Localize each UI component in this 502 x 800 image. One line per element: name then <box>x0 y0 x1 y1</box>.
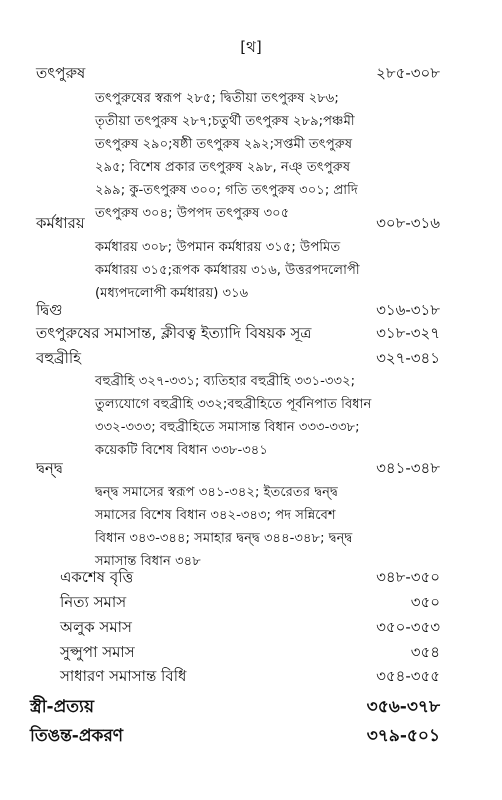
entry-pages: ৩৫৬-৩৭৮ <box>366 697 440 717</box>
toc-entry-ekashesh <box>0 566 502 590</box>
detail-line: বিধান ৩৪৩-৩৪৪; সমাহার দ্বন্দ্ব ৩৪৪-৩৪৮; দ্বন্দ্ব <box>95 531 353 546</box>
detail-line: কয়েকটি বিশেষ বিধান ৩৩৮-৩৪১ <box>95 443 268 458</box>
entry-details-dvandva <box>95 481 440 573</box>
detail-line: তৎপুরুষের স্বরূপ ২৮৫; দ্বিতীয়া তৎপুরুষ ২৮৬; <box>95 91 339 106</box>
entry-details-bahubrihi <box>95 370 440 462</box>
entry-pages: ৩৪৮-৩৫০ <box>376 568 440 586</box>
entry-title: স্ত্রী-প্রত্যয় <box>30 697 95 717</box>
toc-entry-supsupa <box>0 641 502 665</box>
detail-line: (মধ্যপদলোপী কর্মধারয়) ৩১৬ <box>95 286 249 301</box>
entry-pages: ৩০৮-৩১৬ <box>376 214 440 232</box>
entry-pages: ৩২৭-৩৪১ <box>376 349 440 367</box>
toc-entry-tinanta <box>0 723 502 747</box>
detail-line: সমাসান্ত বিধান ৩৪৮ <box>95 554 201 569</box>
toc-entry-stri-pratyay <box>0 694 502 718</box>
toc-entry-nitya <box>0 591 502 615</box>
entry-title: সুপ্সুপা সমাস <box>60 643 135 661</box>
toc-entry-sadharan <box>0 665 502 689</box>
detail-line: ২৯৫; বিশেষ প্রকার তৎপুরুষ ২৯৮, নঞ্‌ তৎপুরুষ <box>95 160 351 175</box>
entry-title: অলুক সমাস <box>60 618 132 636</box>
detail-line: কর্মধারয় ৩১৫;রূপক কর্মধারয় ৩১৬, উত্তরপদলোপী <box>95 263 360 278</box>
toc-entry-karmadharay <box>0 212 502 236</box>
entry-title: দ্বিগু <box>36 301 63 319</box>
entry-title: তৎপুরুষ <box>36 64 86 82</box>
detail-line: সমাসের বিশেষ বিধান ৩৪২-৩৪৩; পদ সন্নিবেশ <box>95 508 336 523</box>
entry-pages: ২৮৫-৩০৮ <box>376 64 440 82</box>
entry-details-tatpurush <box>95 87 440 225</box>
entry-pages: ৩৫০-৩৫৩ <box>376 618 440 636</box>
entry-pages: ৩৭৯-৫০১ <box>366 726 440 746</box>
entry-title: কর্মধারয় <box>36 214 85 232</box>
detail-line: ২৯৯; কু-তৎপুরুষ ৩০০; গতি তৎপুরুষ ৩০১; প্রাদি <box>95 183 358 198</box>
detail-line: তৎপুরুষ ২৯০;ষষ্ঠী তৎপুরুষ ২৯২;সপ্তমী তৎপুরুষ <box>95 137 353 152</box>
entry-title: বহুব্রীহি <box>36 349 82 367</box>
detail-line: বহুব্রীহি ৩২৭-৩৩১; ব্যতিহার বহুব্রীহি ৩৩১-৩৩২; <box>95 374 356 389</box>
detail-line: তৎপুরুষ ৩০৪; উপপদ তৎপুরুষ ৩০৫ <box>95 206 290 221</box>
entry-title: তৎপুরুষের সমাসান্ত, ক্লীবত্ব ইত্যাদি বিষয়ক সূত্র <box>36 324 312 342</box>
entry-pages: ৩৫০ <box>410 593 440 611</box>
toc-entry-dvigu <box>0 299 502 323</box>
page-label: [থ] <box>240 38 262 56</box>
entry-pages: ৩৪১-৩৪৮ <box>376 459 440 477</box>
detail-line: কর্মধারয় ৩০৮; উপমান কর্মধারয় ৩১৫; উপমিত <box>95 240 341 255</box>
toc-entry-dvandva <box>0 457 502 481</box>
entry-pages: ৩৫৪-৩৫৫ <box>376 667 440 685</box>
entry-title: নিত্য সমাস <box>60 593 127 611</box>
detail-line: তৃতীয়া তৎপুরুষ ২৮৭;চতুর্থী তৎপুরুষ ২৮৯;পঞ্চমী <box>95 114 355 129</box>
entry-details-karmadharay <box>95 236 440 305</box>
detail-line: ৩৩২-৩৩৩; বহুব্রীহিতে সমাসান্ত বিধান ৩৩৩-৩৩৮; <box>95 420 360 435</box>
entry-title: সাধারণ সমাসান্ত বিধি <box>60 667 187 685</box>
entry-title: একশেষ বৃত্তি <box>60 568 134 586</box>
entry-pages: ৩১৮-৩২৭ <box>376 324 440 342</box>
entry-title: দ্বন্দ্ব <box>36 459 63 477</box>
toc-entry-aluk <box>0 616 502 640</box>
detail-line: দ্বন্দ্ব সমাসের স্বরূপ ৩৪১-৩৪২; ইতরেতর দ্বন্দ্ব <box>95 485 338 500</box>
entry-title: তিঙন্ত-প্রকরণ <box>30 726 124 746</box>
entry-pages: ৩১৬-৩১৮ <box>376 301 440 319</box>
detail-line: তুল্যযোগে বহুব্রীহি ৩৩২;বহুব্রীহিতে পূর্বনিপাত বিধান <box>95 397 372 412</box>
entry-pages: ৩৫৪ <box>410 643 440 661</box>
toc-entry-tatpurush <box>0 62 502 86</box>
toc-entry-bahubrihi <box>0 347 502 371</box>
toc-entry-tatpurush-samasanta <box>0 322 502 346</box>
